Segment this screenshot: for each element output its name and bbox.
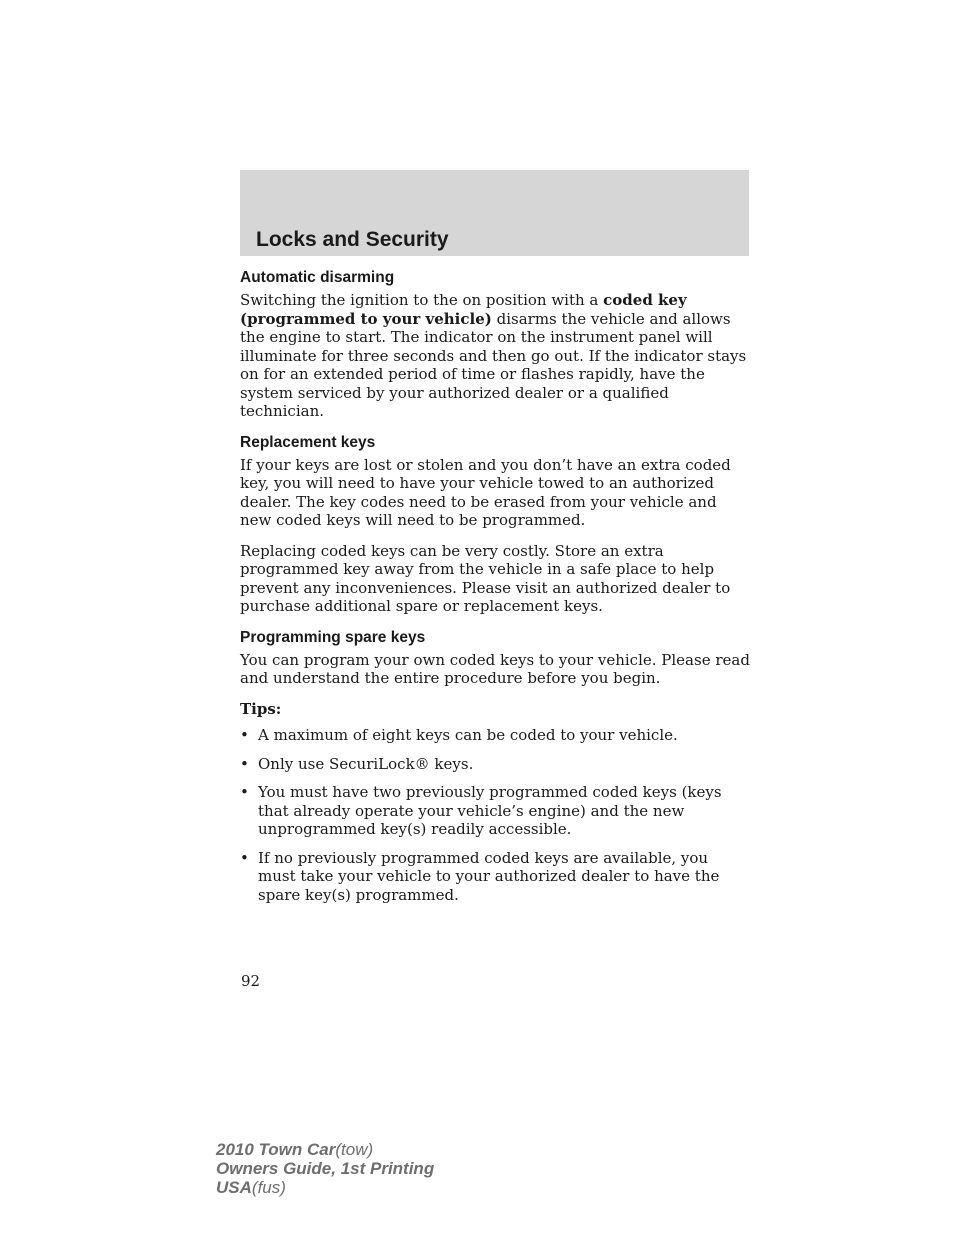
list-item-text: Only use SecuriLock® keys. (258, 754, 474, 773)
heading-programming-spare-keys: Programming spare keys (240, 628, 426, 646)
paragraph-programming-spare-keys: You can program your own coded keys to your vehicle. Please read and understand the entire procedure before you begin. (240, 650, 750, 687)
list-item (240, 783, 750, 839)
footer-line-model (216, 1140, 434, 1159)
tips-label: Tips: (240, 699, 282, 718)
section-header-band (240, 170, 749, 256)
page-number: 92 (241, 972, 261, 990)
paragraph-replacement-keys-1: If your keys are lost or stolen and you don’t have an extra coded key, you will need to have your vehicle towed to an authorized dealer. The key codes need to be erased from your vehicle and new coded keys will need to be programmed. (240, 455, 731, 529)
list-item (240, 849, 750, 905)
section-title: Locks and Security (256, 228, 449, 251)
footer-model: 2010 Town Car (216, 1140, 336, 1159)
list-item-text: If no previously programmed coded keys are available, you must take your vehicle to your authorized dealer to have the spare key(s) programmed. (258, 848, 720, 904)
document-footer (216, 1140, 434, 1197)
paragraph-replacement-keys-2: Replacing coded keys can be very costly. Store an extra programmed key away from the vehicle in a safe place to help prevent any inconveniences. Please visit an authorized dealer to purchase additional spare or replacement keys. (240, 541, 731, 615)
bullet-icon: • (240, 848, 249, 867)
tips-list (240, 726, 750, 904)
bullet-icon: • (240, 726, 249, 744)
paragraph-automatic-disarming (240, 291, 750, 421)
heading-replacement-keys: Replacement keys (240, 433, 376, 451)
list-item (240, 755, 750, 774)
page-content (240, 268, 750, 914)
text-segment: Switching the ignition to the on position with a (240, 291, 599, 309)
footer-model-code: (tow) (335, 1140, 374, 1159)
bold-term-coded-key: coded key (programmed to your vehicle) (240, 291, 687, 328)
bullet-icon: • (240, 754, 249, 773)
list-item-text: A maximum of eight keys can be coded to your vehicle. (258, 726, 678, 744)
list-item-text: You must have two previously programmed coded keys (keys that already operate your vehicle’s engine) and the new unprogrammed key(s) readily accessible. (258, 783, 722, 838)
bullet-icon: • (240, 783, 249, 801)
heading-automatic-disarming: Automatic disarming (240, 269, 395, 286)
footer-line-market (216, 1178, 434, 1197)
footer-market-code: (fus) (251, 1178, 286, 1197)
list-item (240, 726, 750, 745)
text-segment: disarms the vehicle and allows the engine to start. The indicator on the instrument panel will illuminate for three seconds and then go out. If the indicator stays on for an extended period of time or flashes rapidly, have the system serviced by your authorized dealer or a qualified technician. (240, 309, 747, 420)
footer-market: USA (216, 1178, 252, 1197)
footer-edition: Owners Guide, 1st Printing (216, 1159, 435, 1178)
